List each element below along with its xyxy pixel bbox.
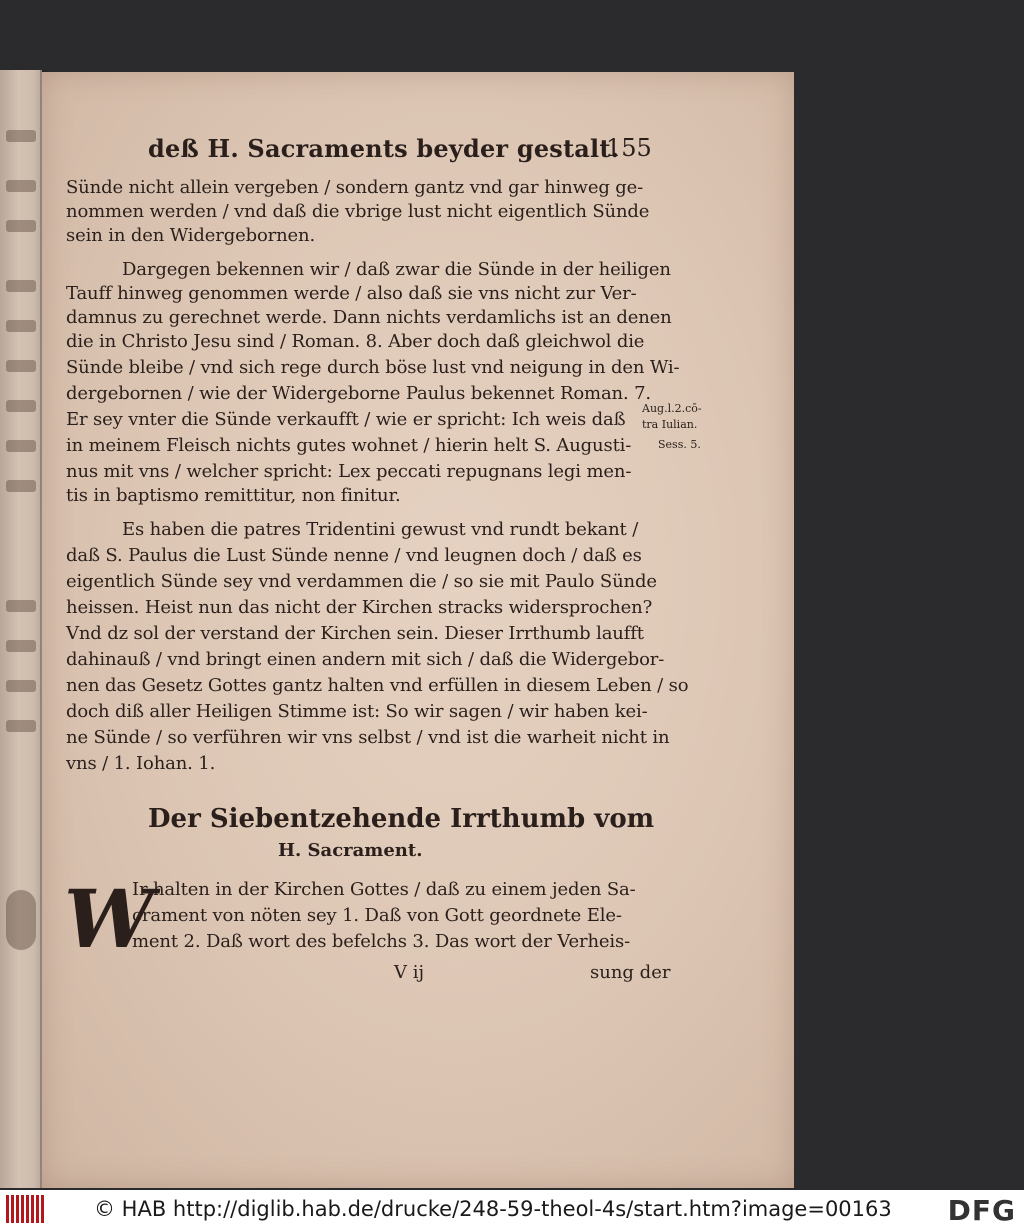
text-line: in meinem Fleisch nichts gutes wohnet / hierin helt S. Augusti-: [66, 435, 632, 456]
adjacent-page-glyph: [6, 320, 36, 332]
text-line: sein in den Widergebornen.: [66, 225, 316, 246]
text-line: ment 2. Daß wort des befelchs 3. Das wort der Verheis-: [132, 931, 631, 952]
margin-note: tra Iulian.: [642, 418, 698, 431]
text-line: crament von nöten sey 1. Daß von Gott geordnete Ele-: [132, 905, 622, 926]
catchword: sung der: [590, 962, 671, 983]
signature-mark: V ij: [394, 962, 425, 983]
adjacent-page-glyph: [6, 360, 36, 372]
adjacent-page-initial: [6, 890, 36, 950]
text-line: Sünde nicht allein vergeben / sondern gantz vnd gar hinweg ge-: [66, 177, 644, 198]
chapter-heading: Der Siebentzehende Irrthumb vom: [148, 804, 655, 834]
book-page: [42, 72, 794, 1188]
adjacent-page-glyph: [6, 130, 36, 142]
chapter-subheading: H. Sacrament.: [278, 840, 423, 861]
text-line: damnus zu gerechnet werde. Dann nichts verdamlichs ist an denen: [66, 307, 672, 328]
adjacent-page-glyph: [6, 180, 36, 192]
adjacent-page-edge: [0, 70, 42, 1188]
text-line: doch diß aller Heiligen Stimme ist: So wir sagen / wir haben kei-: [66, 701, 648, 722]
hab-logo-icon: [6, 1195, 44, 1223]
running-head: deß H. Sacraments beyder gestalt.: [148, 134, 620, 163]
adjacent-page-glyph: [6, 400, 36, 412]
page-number: 155: [606, 134, 652, 162]
text-line: Er sey vnter die Sünde verkaufft / wie er spricht: Ich weis daß: [66, 409, 626, 430]
adjacent-page-glyph: [6, 640, 36, 652]
text-line: dahinauß / vnd bringt einen andern mit sich / daß die Widergebor-: [66, 649, 665, 670]
text-line: nen das Gesetz Gottes gantz halten vnd erfüllen in diesem Leben / so: [66, 675, 689, 696]
text-line: tis in baptismo remittitur, non finitur.: [66, 485, 401, 506]
text-line: daß S. Paulus die Lust Sünde nenne / vnd leugnen doch / daß es: [66, 545, 642, 566]
margin-note: Aug.l.2.cō-: [642, 402, 702, 415]
margin-note: Sess. 5.: [658, 438, 701, 451]
decorated-initial: W: [64, 872, 154, 966]
text-line: ne Sünde / so verführen wir vns selbst / vnd ist die warheit nicht in: [66, 727, 670, 748]
adjacent-page-glyph: [6, 720, 36, 732]
text-line: Es haben die patres Tridentini gewust vnd rundt bekant /: [122, 519, 639, 540]
adjacent-page-glyph: [6, 600, 36, 612]
text-line: Sünde bleibe / vnd sich rege durch böse lust vnd neigung in den Wi-: [66, 357, 680, 378]
adjacent-page-glyph: [6, 440, 36, 452]
adjacent-page-glyph: [6, 680, 36, 692]
adjacent-page-glyph: [6, 220, 36, 232]
text-line: eigentlich Sünde sey vnd verdammen die / so sie mit Paulo Sünde: [66, 571, 657, 592]
text-line: dergebornen / wie der Widergeborne Paulus bekennet Roman. 7.: [66, 383, 651, 404]
adjacent-page-glyph: [6, 280, 36, 292]
adjacent-page-glyph: [6, 480, 36, 492]
text-line: Tauff hinweg genommen werde / also daß sie vns nicht zur Ver-: [66, 283, 637, 304]
text-line: heissen. Heist nun das nicht der Kirchen stracks widersprochen?: [66, 597, 653, 618]
source-url[interactable]: © HAB http://diglib.hab.de/drucke/248-59-theol-4s/start.htm?image=00163: [94, 1197, 892, 1221]
text-line: nommen werden / vnd daß die vbrige lust nicht eigentlich Sünde: [66, 201, 650, 222]
text-line: Dargegen bekennen wir / daß zwar die Sünde in der heiligen: [122, 259, 671, 280]
text-line: die in Christo Jesu sind / Roman. 8. Aber doch daß gleichwol die: [66, 331, 645, 352]
footer-bar: [0, 1190, 1024, 1228]
text-line: nus mit vns / welcher spricht: Lex peccati repugnans legi men-: [66, 461, 632, 482]
text-line: vns / 1. Iohan. 1.: [66, 753, 216, 774]
text-line: Ir halten in der Kirchen Gottes / daß zu einem jeden Sa-: [132, 879, 636, 900]
text-line: Vnd dz sol der verstand der Kirchen sein. Dieser Irrthumb laufft: [66, 623, 644, 644]
dfg-logo: DFG: [947, 1194, 1016, 1227]
